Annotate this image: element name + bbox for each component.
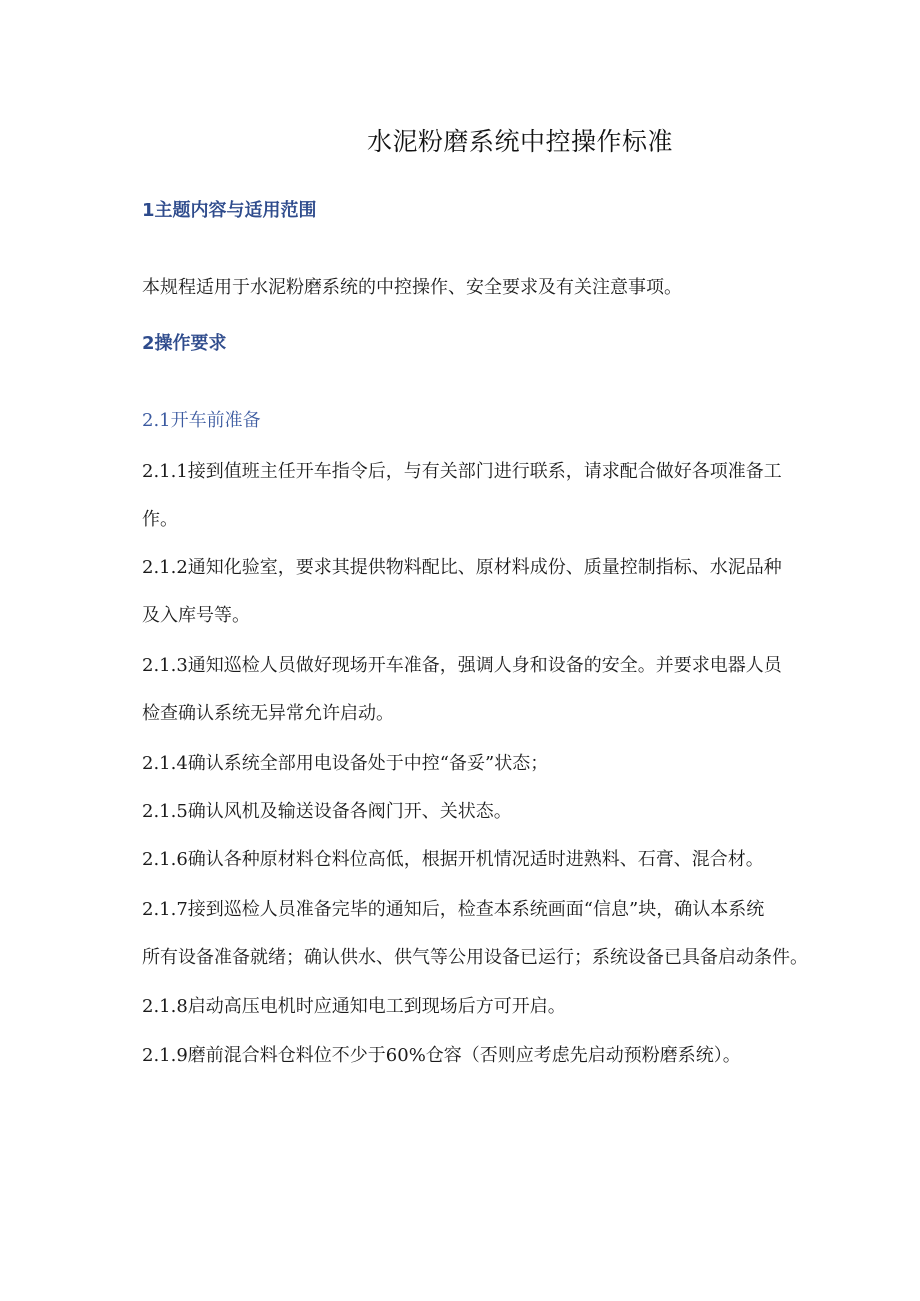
section-1-heading: 1主题内容与适用范围: [142, 200, 317, 221]
section-1-body: [142, 264, 914, 312]
list-item-2-1-1: [142, 448, 914, 544]
list-item-line: 2.1.9磨前混合料仓料位不少于60%仓容（否则应考虑先启动预粉磨系统）。: [142, 1045, 741, 1066]
document-title: 水泥粉磨系统中控操作标准: [366, 127, 673, 156]
list-item-2-1-9: [142, 1032, 914, 1080]
list-item-line: 2.1.5确认风机及输送设备各阀门开、关状态。: [142, 801, 512, 822]
list-item-line: 检查确认系统无异常允许启动。: [142, 703, 394, 724]
list-item-line: 2.1.8启动高压电机时应通知电工到现场后方可开启。: [142, 996, 566, 1017]
section-2-heading: 2操作要求: [142, 333, 227, 354]
list-item-2-1-8: [142, 983, 914, 1031]
list-item-line: 2.1.6确认各种原材料仓料位高低，根据开机情况适时进熟料、石膏、混合材。: [142, 849, 764, 870]
list-item-2-1-6: [142, 836, 914, 884]
list-item-line: 2.1.3通知巡检人员做好现场开车准备，强调人身和设备的安全。并要求电器人员: [142, 655, 782, 676]
list-item-line: 所有设备准备就绪；确认供水、供气等公用设备已运行；系统设备已具备启动条件。: [142, 947, 808, 968]
list-item-2-1-2: [142, 544, 914, 640]
list-item-line: 2.1.2通知化验室，要求其提供物料配比、原材料成份、质量控制指标、水泥品种: [142, 557, 782, 578]
list-item-2-1-4: [142, 740, 914, 788]
list-item-2-1-7: [142, 886, 914, 982]
list-item-line: 及入库号等。: [142, 605, 250, 626]
list-item-line: 2.1.1接到值班主任开车指令后，与有关部门进行联系，请求配合做好各项准备工: [142, 461, 782, 482]
list-item-2-1-3: [142, 642, 914, 738]
list-item-2-1-5: [142, 788, 914, 836]
list-item-line: 2.1.4确认系统全部用电设备处于中控“备妥”状态；: [142, 753, 549, 774]
list-item-line: 作。: [142, 509, 178, 530]
section-1-body-text: 本规程适用于水泥粉磨系统的中控操作、安全要求及有关注意事项。: [142, 277, 682, 298]
subsection-2-1-heading: 2.1开车前准备: [142, 410, 261, 431]
list-item-line: 2.1.7接到巡检人员准备完毕的通知后，检查本系统画面“信息”块，确认本系统: [142, 899, 765, 920]
